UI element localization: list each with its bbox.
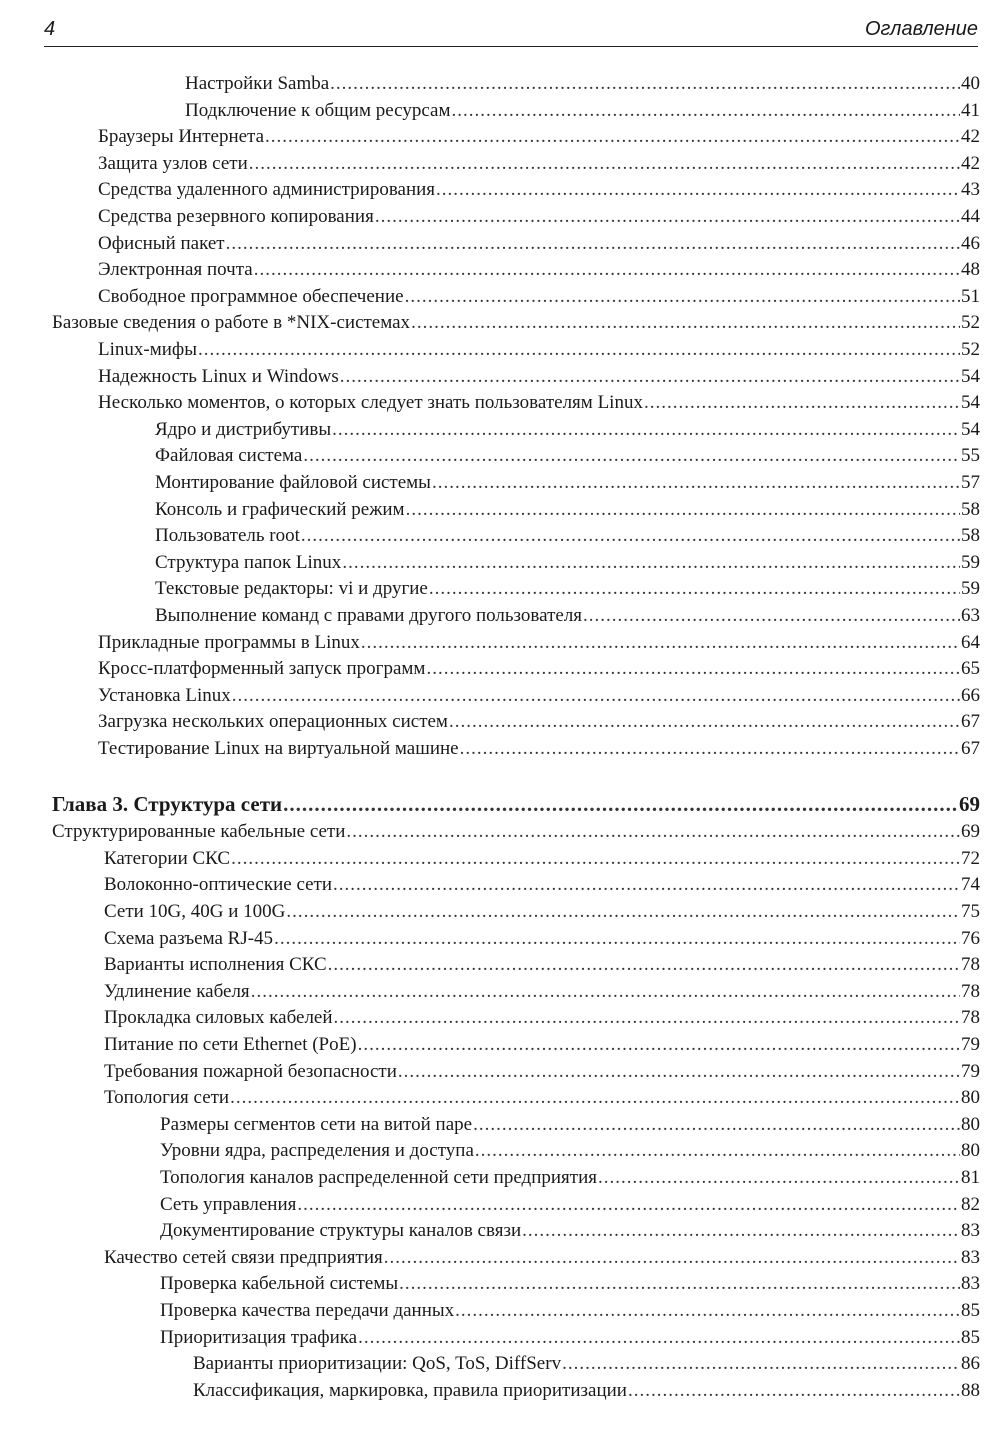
toc-entry — [98, 285, 980, 309]
toc-entry — [160, 1272, 980, 1296]
toc-entry-title: Браузеры Интернета — [98, 126, 265, 148]
dot-leader — [598, 1166, 960, 1190]
toc-entry — [98, 232, 980, 256]
toc-entry-page: 81 — [961, 1167, 980, 1188]
toc-entry-page: 58 — [961, 498, 980, 520]
dot-leader — [274, 927, 960, 951]
toc-entry-title: Настройки Samba — [185, 73, 330, 94]
dot-leader — [283, 792, 958, 816]
toc-entry — [160, 1139, 980, 1163]
toc-entry — [98, 657, 980, 681]
toc-entry — [155, 418, 980, 442]
dot-leader — [231, 847, 960, 871]
dot-leader — [384, 1246, 960, 1270]
toc-entry-title: Проверка качества передачи данных — [160, 1300, 455, 1321]
toc-entry-title: Уровни ядра, распределения и доступа — [160, 1140, 474, 1162]
toc-entry-page: 44 — [961, 206, 980, 227]
toc-entry-page: 55 — [961, 445, 980, 467]
toc-entry — [98, 258, 980, 282]
toc-entry-page: 88 — [961, 1379, 980, 1401]
toc-entry-page: 83 — [961, 1246, 980, 1268]
page-number: 4 — [44, 18, 56, 40]
toc-entry-title: Категории СКС — [104, 847, 231, 869]
toc-entry-page: 79 — [961, 1060, 980, 1082]
toc-entry-title: Структура папок Linux — [155, 551, 342, 573]
toc-entry — [52, 311, 980, 335]
toc-entry-page: 80 — [961, 1113, 980, 1135]
dot-leader — [332, 418, 960, 442]
toc-entry-page: 83 — [961, 1273, 980, 1295]
toc-entry-page: 52 — [961, 339, 980, 360]
toc-entry-title: Удлинение кабеля — [104, 980, 250, 1002]
toc-entry-page: 79 — [961, 1034, 980, 1055]
dot-leader — [303, 444, 960, 468]
dot-leader — [333, 873, 960, 897]
dot-leader — [297, 1193, 960, 1217]
toc-entry — [104, 1006, 980, 1030]
toc-entry-page: 78 — [961, 1007, 980, 1029]
toc-entry — [160, 1166, 980, 1190]
toc-entry-page: 51 — [961, 285, 980, 307]
toc-entry-page: 78 — [961, 954, 980, 976]
toc-entry-title: Текстовые редакторы: vi и другие — [155, 578, 428, 600]
dot-leader — [342, 551, 960, 575]
toc-entry-title: Приоритизация трафика — [160, 1326, 358, 1348]
toc-entry-title: Топология сети — [104, 1087, 230, 1109]
dot-leader — [328, 953, 960, 977]
toc-entry — [104, 847, 980, 871]
toc-entry — [160, 1219, 980, 1243]
toc-entry — [160, 1113, 980, 1137]
toc-entry-page: 66 — [961, 684, 980, 706]
dot-leader — [644, 391, 960, 415]
toc-entry-page: 59 — [961, 578, 980, 600]
dot-leader — [449, 710, 960, 734]
dot-leader — [405, 285, 960, 309]
dot-leader — [226, 232, 960, 256]
toc-entry-title: Базовые сведения о работе в *NIX-системах — [52, 312, 411, 334]
toc-entry-title: Подключение к общим ресурсам — [185, 99, 451, 121]
toc-entry-page: 54 — [961, 418, 980, 440]
dot-leader — [334, 1006, 960, 1030]
toc-entry-title: Средства удаленного администрирования — [98, 179, 436, 201]
toc-entry-page: 78 — [961, 980, 980, 1002]
dot-leader — [330, 72, 960, 96]
toc-entry-page: 57 — [961, 472, 980, 493]
toc-entry-page: 74 — [961, 874, 980, 896]
toc-entry-page: 42 — [961, 126, 980, 148]
toc-entry — [98, 152, 980, 176]
dot-leader — [406, 498, 960, 522]
toc-entry — [104, 980, 980, 1004]
dot-leader — [286, 900, 960, 924]
toc-entry-title: Размеры сегментов сети на витой паре — [160, 1113, 473, 1135]
toc-entry — [104, 953, 980, 977]
dot-leader — [375, 205, 960, 229]
dot-leader — [436, 178, 960, 202]
dot-leader — [358, 1326, 960, 1350]
toc-entry-page: 58 — [961, 525, 980, 547]
toc-entry-page: 48 — [961, 259, 980, 281]
toc-entry-title: Выполнение команд с правами другого пользователя — [155, 605, 583, 626]
dot-leader — [232, 684, 960, 708]
toc-entry-title: Классификация, маркировка, правила приоритизации — [193, 1379, 627, 1401]
toc-entry — [185, 72, 980, 96]
toc-entry-title: Документирование структуры каналов связи — [160, 1220, 522, 1242]
dot-leader — [429, 577, 960, 601]
toc-entry-page: 52 — [961, 312, 980, 334]
toc-entry-page: 54 — [961, 365, 980, 387]
toc-entry-title: Проверка кабельной системы — [160, 1273, 399, 1295]
toc-entry-page: 76 — [961, 927, 980, 949]
dot-leader — [583, 604, 960, 628]
toc-entry — [155, 444, 980, 468]
toc-entry-title: Варианты исполнения СКС — [104, 954, 327, 976]
toc-entry — [98, 178, 980, 202]
dot-leader — [432, 471, 960, 495]
toc-entry-page: 75 — [961, 901, 980, 922]
toc-entry-title: Структурированные кабельные сети — [52, 821, 346, 843]
toc-entry-title: Волоконно-оптические сети — [104, 874, 333, 896]
toc-entry — [98, 710, 980, 734]
toc-entry-title: Глава 3. Структура сети — [52, 791, 283, 816]
toc-entry — [160, 1299, 980, 1323]
toc-entry-title: Качество сетей связи предприятия — [104, 1246, 383, 1268]
toc-entry-title: Файловая система — [155, 445, 303, 467]
toc-entry — [155, 604, 980, 628]
toc-entry-title: Средства резервного копирования — [98, 206, 374, 227]
toc-entry-title: Загрузка нескольких операционных систем — [98, 711, 448, 733]
dot-leader — [230, 1086, 960, 1110]
toc-entry-page: 83 — [961, 1220, 980, 1242]
running-title: Оглавление — [864, 18, 978, 40]
toc-entry-title: Тестирование Linux на виртуальной машине — [98, 738, 459, 759]
dot-leader — [358, 1033, 960, 1057]
dot-leader — [399, 1272, 960, 1296]
dot-leader — [473, 1113, 960, 1137]
dot-leader — [251, 980, 960, 1004]
toc-entry-title: Свободное программное обеспечение — [98, 285, 404, 307]
toc-entry-title: Прокладка силовых кабелей — [104, 1007, 333, 1029]
toc-entry-page: 65 — [961, 658, 980, 680]
dot-leader — [249, 152, 960, 176]
toc-entry-page: 46 — [961, 232, 980, 254]
toc-entry-title: Linux-мифы — [98, 339, 197, 360]
dot-leader — [562, 1352, 960, 1376]
toc-entry — [155, 471, 980, 495]
dot-leader — [198, 338, 960, 362]
toc-entry-title: Сети 10G, 40G и 100G — [104, 901, 286, 922]
toc-entry-title: Кросс-платформенный запуск программ — [98, 658, 426, 680]
toc-entry — [98, 205, 980, 229]
dot-leader — [455, 1299, 960, 1323]
dot-leader — [411, 311, 960, 335]
toc-entry-page: 85 — [961, 1300, 980, 1321]
toc-entry-title: Консоль и графический режим — [155, 498, 405, 520]
toc-entry-page: 85 — [961, 1326, 980, 1348]
toc-entry-title: Электронная почта — [98, 259, 253, 281]
toc-entry-page: 43 — [961, 179, 980, 201]
toc-entry-page: 80 — [961, 1087, 980, 1109]
toc-entry — [155, 498, 980, 522]
toc-entry-page: 59 — [961, 551, 980, 573]
toc-entry-title: Ядро и дистрибутивы — [155, 418, 332, 440]
toc-entry — [155, 577, 980, 601]
dot-leader — [426, 657, 960, 681]
toc-entry — [104, 873, 980, 897]
dot-leader — [265, 125, 960, 149]
toc-entry — [160, 1326, 980, 1350]
toc-entry — [98, 391, 980, 415]
toc-entry — [155, 551, 980, 575]
toc-entry — [98, 125, 980, 149]
toc-entry-page: 72 — [961, 847, 980, 869]
dot-leader — [398, 1060, 960, 1084]
toc-entry-page: 86 — [961, 1353, 980, 1375]
toc-entry-page: 54 — [961, 392, 980, 414]
toc-entry — [193, 1379, 980, 1403]
toc-entry — [98, 338, 980, 362]
toc-entry-title: Офисный пакет — [98, 232, 225, 254]
toc-entry — [193, 1352, 980, 1376]
toc-entry-page: 41 — [961, 99, 980, 121]
toc-entry — [104, 900, 980, 924]
toc-entry-title: Пользователь root — [155, 525, 300, 547]
toc-entry-page: 42 — [961, 152, 980, 174]
toc-entry — [98, 365, 980, 389]
toc-entry — [104, 927, 980, 951]
toc-entry-title: Надежность Linux и Windows — [98, 365, 339, 387]
toc-entry — [98, 684, 980, 708]
toc-chapter-entry — [52, 792, 980, 816]
toc-entry — [52, 820, 980, 844]
toc-entry-title: Схема разъема RJ-45 — [104, 927, 274, 949]
dot-leader — [475, 1139, 960, 1163]
toc-entry — [98, 631, 980, 655]
toc-entry-page: 69 — [961, 821, 980, 843]
toc-entry-page: 67 — [961, 738, 980, 759]
dot-leader — [361, 631, 960, 655]
toc-entry — [160, 1193, 980, 1217]
toc-entry — [104, 1033, 980, 1057]
toc-entry-title: Топология каналов распределенной сети предприятия — [160, 1167, 597, 1188]
dot-leader — [346, 820, 960, 844]
dot-leader — [460, 737, 960, 761]
toc-entry-title: Установка Linux — [98, 684, 231, 706]
toc-entry-title: Несколько моментов, о которых следует знать пользователям Linux — [98, 392, 643, 414]
dot-leader — [340, 365, 960, 389]
toc-entry — [185, 99, 980, 123]
toc-entry — [155, 524, 980, 548]
toc-entry-title: Варианты приоритизации: QoS, ToS, DiffServ — [193, 1353, 562, 1375]
toc-entry — [104, 1060, 980, 1084]
toc-entry-page: 64 — [961, 631, 980, 653]
toc-entry-page: 40 — [961, 73, 980, 94]
toc-entry-title: Прикладные программы в Linux — [98, 631, 360, 653]
dot-leader — [522, 1219, 960, 1243]
toc-entry-page: 82 — [961, 1193, 980, 1215]
toc-entry — [104, 1246, 980, 1270]
toc-entry-title: Монтирование файловой системы — [155, 472, 431, 493]
dot-leader — [301, 524, 960, 548]
page-header — [44, 14, 978, 47]
toc-entry — [98, 737, 980, 761]
toc-entry-title: Сеть управления — [160, 1193, 297, 1215]
toc-entry-page: 63 — [961, 605, 980, 626]
toc-entry-page: 67 — [961, 711, 980, 733]
toc-entry-page: 69 — [959, 791, 980, 816]
dot-leader — [254, 258, 960, 282]
toc-entry-page: 80 — [961, 1140, 980, 1162]
toc-entry-title: Защита узлов сети — [98, 152, 248, 174]
toc-entry — [104, 1086, 980, 1110]
dot-leader — [628, 1379, 960, 1403]
dot-leader — [451, 99, 960, 123]
toc-entry-title: Питание по сети Ethernet (PoE) — [104, 1034, 357, 1055]
toc-entry-title: Требования пожарной безопасности — [104, 1060, 397, 1082]
